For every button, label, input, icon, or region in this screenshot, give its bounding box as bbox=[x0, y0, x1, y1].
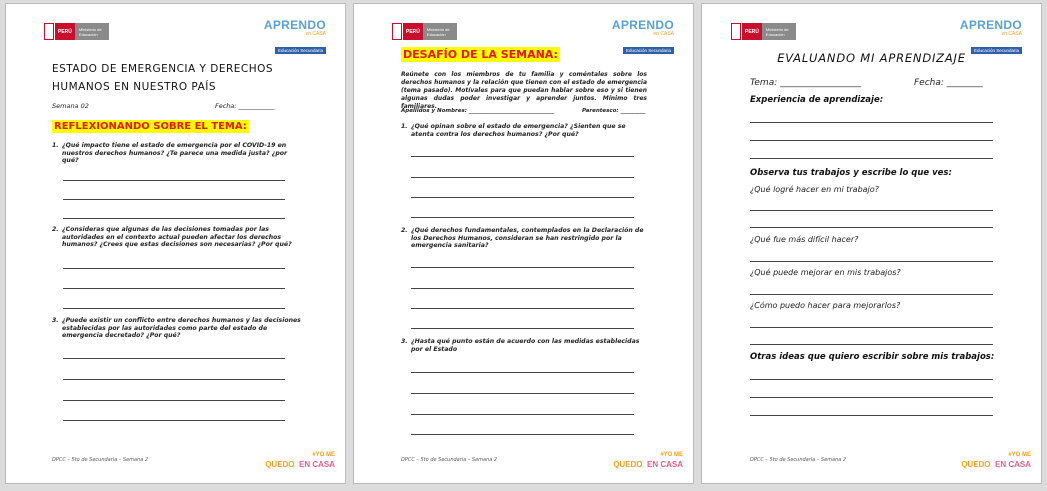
yome-line-2: QUEDO bbox=[265, 460, 295, 469]
answer-line[interactable] bbox=[63, 400, 285, 401]
document-page-1 bbox=[5, 3, 346, 484]
question-number: 3. bbox=[401, 338, 408, 345]
question-4: ¿Cómo puedo hacer para mejorarlos? bbox=[750, 301, 901, 310]
question-2 bbox=[401, 227, 649, 250]
page-title: EVALUANDO MI APRENDIZAJE bbox=[777, 51, 966, 65]
peru-label: PERÚ bbox=[55, 23, 75, 40]
page-footer: DPCC – 5to de Secundaria – Semana 2 bbox=[401, 457, 498, 463]
ministerio-label: Ministerio de Educación bbox=[75, 23, 109, 40]
question-text: ¿Puede existir un conflicto entre derechos humanos y las decisiones establecidas por las autoridades como parte del estado de emergencia decretado? ¿Por qué? bbox=[62, 317, 301, 339]
answer-line[interactable] bbox=[750, 140, 993, 141]
answer-line[interactable] bbox=[411, 434, 634, 435]
en-casa-text: en CASA bbox=[305, 31, 326, 37]
section-heading bbox=[52, 121, 249, 132]
observa-heading: Observa tus trabajos y escribe lo que ves: bbox=[750, 168, 952, 178]
ministerio-label: Ministerio de Educación bbox=[762, 23, 796, 40]
experiencia-heading: Experiencia de aprendizaje: bbox=[750, 95, 884, 105]
question-number: 1. bbox=[401, 123, 408, 130]
answer-line[interactable] bbox=[63, 288, 285, 289]
question-3 bbox=[52, 317, 302, 340]
answer-line[interactable] bbox=[411, 372, 634, 373]
question-1: ¿Qué logré hacer en mi trabajo? bbox=[750, 185, 879, 194]
yome-line-3: EN CASA bbox=[298, 460, 335, 469]
en-casa-text: en CASA bbox=[653, 31, 674, 37]
document-page-2 bbox=[353, 3, 694, 484]
question-1 bbox=[52, 142, 302, 165]
yome-line-1: #YO ME bbox=[312, 452, 335, 458]
yome-line-1: #YO ME bbox=[660, 452, 683, 458]
answer-line[interactable] bbox=[750, 415, 993, 416]
question-text: ¿Qué derechos fundamentales, contemplados en la Declaración de los Derechos Humanos, consideran se han restringido por la emergencia sanitaria? bbox=[411, 227, 644, 249]
peru-shield-icon bbox=[731, 23, 741, 40]
challenge-instructions: Reúnete con los miembros de tu familia y coméntales sobre los derechos humanos y la relación que tienen con el estado de emergencia (tema pasado). Motívales para que puedan hablar sobre eso y si tienen algunas dudas poder investigar y aprender juntos. Mínimo tres familiares. bbox=[401, 71, 647, 110]
page-footer: DPCC – 5to de Secundaria – Semana 2 bbox=[52, 457, 149, 463]
answer-line[interactable] bbox=[63, 379, 285, 380]
question-text: ¿Qué impacto tiene el estado de emergencia por el COVID-19 en nuestros derechos humanos? ¿Te parece una medida justa? ¿por qué? bbox=[62, 142, 288, 164]
document-page-3 bbox=[701, 3, 1042, 484]
yo-me-quedo-en-casa-logo bbox=[613, 452, 683, 468]
section-heading bbox=[401, 48, 560, 61]
yome-line-2: QUEDO bbox=[613, 460, 643, 469]
answer-line[interactable] bbox=[411, 393, 634, 394]
minedu-logo bbox=[392, 23, 457, 40]
answer-line[interactable] bbox=[411, 177, 634, 178]
question-number: 2. bbox=[52, 226, 59, 233]
question-1 bbox=[401, 123, 649, 138]
question-text: ¿Consideras que algunas de las decisiones tomadas por las autoridades en el contexto actual pueden afectar los derechos humanos? ¿Crees que estas decisiones son necesarias? ¿Por qué? bbox=[62, 226, 292, 248]
yo-me-quedo-en-casa-logo bbox=[265, 452, 335, 468]
tema-field[interactable]: Tema: __________________ bbox=[750, 78, 862, 88]
minedu-logo bbox=[44, 23, 109, 40]
peru-label: PERÚ bbox=[403, 23, 423, 40]
question-number: 3. bbox=[52, 317, 59, 324]
question-text: ¿Qué opinan sobre el estado de emergencia? ¿Sienten que se atenta contra los derechos humanos? ¿Por qué? bbox=[411, 123, 626, 138]
aprendo-en-casa-logo bbox=[612, 19, 674, 56]
apellidos-field[interactable]: Apellidos y Nombres: _______________________________ bbox=[401, 108, 555, 114]
parentesco-field[interactable]: Parentesco: _________ bbox=[582, 108, 646, 114]
answer-line[interactable] bbox=[411, 197, 634, 198]
otras-ideas-heading: Otras ideas que quiero escribir sobre mis trabajos: bbox=[750, 352, 995, 362]
question-text: ¿Hasta qué punto están de acuerdo con las medidas establecidas por el Estado bbox=[411, 338, 640, 353]
minedu-logo bbox=[731, 23, 796, 40]
question-number: 2. bbox=[401, 227, 408, 234]
ministerio-label: Ministerio de Educación bbox=[423, 23, 457, 40]
yo-me-quedo-en-casa-logo bbox=[961, 452, 1031, 468]
answer-line[interactable] bbox=[63, 218, 285, 219]
peru-shield-icon bbox=[392, 23, 402, 40]
answer-line[interactable] bbox=[411, 156, 634, 157]
answer-line[interactable] bbox=[63, 268, 285, 269]
nivel-badge: Educación Secundaria bbox=[623, 47, 674, 54]
aprendo-text: APRENDO bbox=[611, 18, 674, 32]
nivel-badge: Educación Secundaria bbox=[971, 47, 1022, 54]
page-footer: DPCC – 5to de Secundaria – Semana 2 bbox=[750, 457, 847, 463]
fecha-field[interactable]: Fecha: ________ bbox=[914, 78, 983, 88]
answer-line[interactable] bbox=[411, 308, 634, 309]
answer-line[interactable] bbox=[63, 308, 285, 309]
answer-line[interactable] bbox=[750, 294, 993, 295]
section-heading-text: REFLEXIONANDO SOBRE EL TEMA: bbox=[54, 121, 247, 132]
answer-line[interactable] bbox=[411, 328, 634, 329]
title-line-2: HUMANOS EN NUESTRO PAÍS bbox=[52, 81, 217, 93]
section-heading-text: DESAFÍO DE LA SEMANA: bbox=[403, 48, 558, 61]
answer-line[interactable] bbox=[750, 227, 993, 228]
answer-line[interactable] bbox=[750, 344, 993, 345]
answer-line[interactable] bbox=[411, 414, 634, 415]
yome-line-1: #YO ME bbox=[1008, 452, 1031, 458]
answer-line[interactable] bbox=[63, 420, 285, 421]
answer-line[interactable] bbox=[411, 217, 634, 218]
nivel-badge: Educación Secundaria bbox=[275, 47, 326, 54]
question-2: ¿Qué fue más difícil hacer? bbox=[750, 235, 859, 244]
answer-line[interactable] bbox=[411, 267, 634, 268]
answer-line[interactable] bbox=[411, 288, 634, 289]
answer-line[interactable] bbox=[63, 358, 285, 359]
en-casa-text: en CASA bbox=[1001, 31, 1022, 37]
question-3: ¿Qué puede mejorar en mis trabajos? bbox=[750, 268, 901, 277]
semana-label: Semana 02 bbox=[52, 102, 89, 110]
answer-line[interactable] bbox=[750, 158, 993, 159]
page-title bbox=[52, 60, 273, 96]
answer-line[interactable] bbox=[750, 122, 993, 123]
peru-shield-icon bbox=[44, 23, 54, 40]
aprendo-text: APRENDO bbox=[263, 18, 326, 32]
yome-line-2: QUEDO bbox=[961, 460, 991, 469]
question-3 bbox=[401, 338, 649, 353]
answer-line[interactable] bbox=[63, 199, 285, 200]
answer-line[interactable] bbox=[750, 261, 993, 262]
question-number: 1. bbox=[52, 142, 59, 149]
aprendo-en-casa-logo bbox=[264, 19, 326, 56]
answer-line[interactable] bbox=[750, 379, 993, 380]
answer-line[interactable] bbox=[63, 180, 285, 181]
title-line-1: ESTADO DE EMERGENCIA Y DERECHOS bbox=[52, 63, 274, 75]
peru-label: PERÚ bbox=[742, 23, 762, 40]
answer-line[interactable] bbox=[750, 327, 993, 328]
answer-line[interactable] bbox=[750, 397, 993, 398]
question-2 bbox=[52, 226, 302, 249]
yome-line-3: EN CASA bbox=[646, 460, 683, 469]
answer-line[interactable] bbox=[750, 210, 993, 211]
yome-line-3: EN CASA bbox=[994, 460, 1031, 469]
fecha-field[interactable]: Fecha: ___________ bbox=[215, 102, 275, 110]
aprendo-text: APRENDO bbox=[959, 18, 1022, 32]
